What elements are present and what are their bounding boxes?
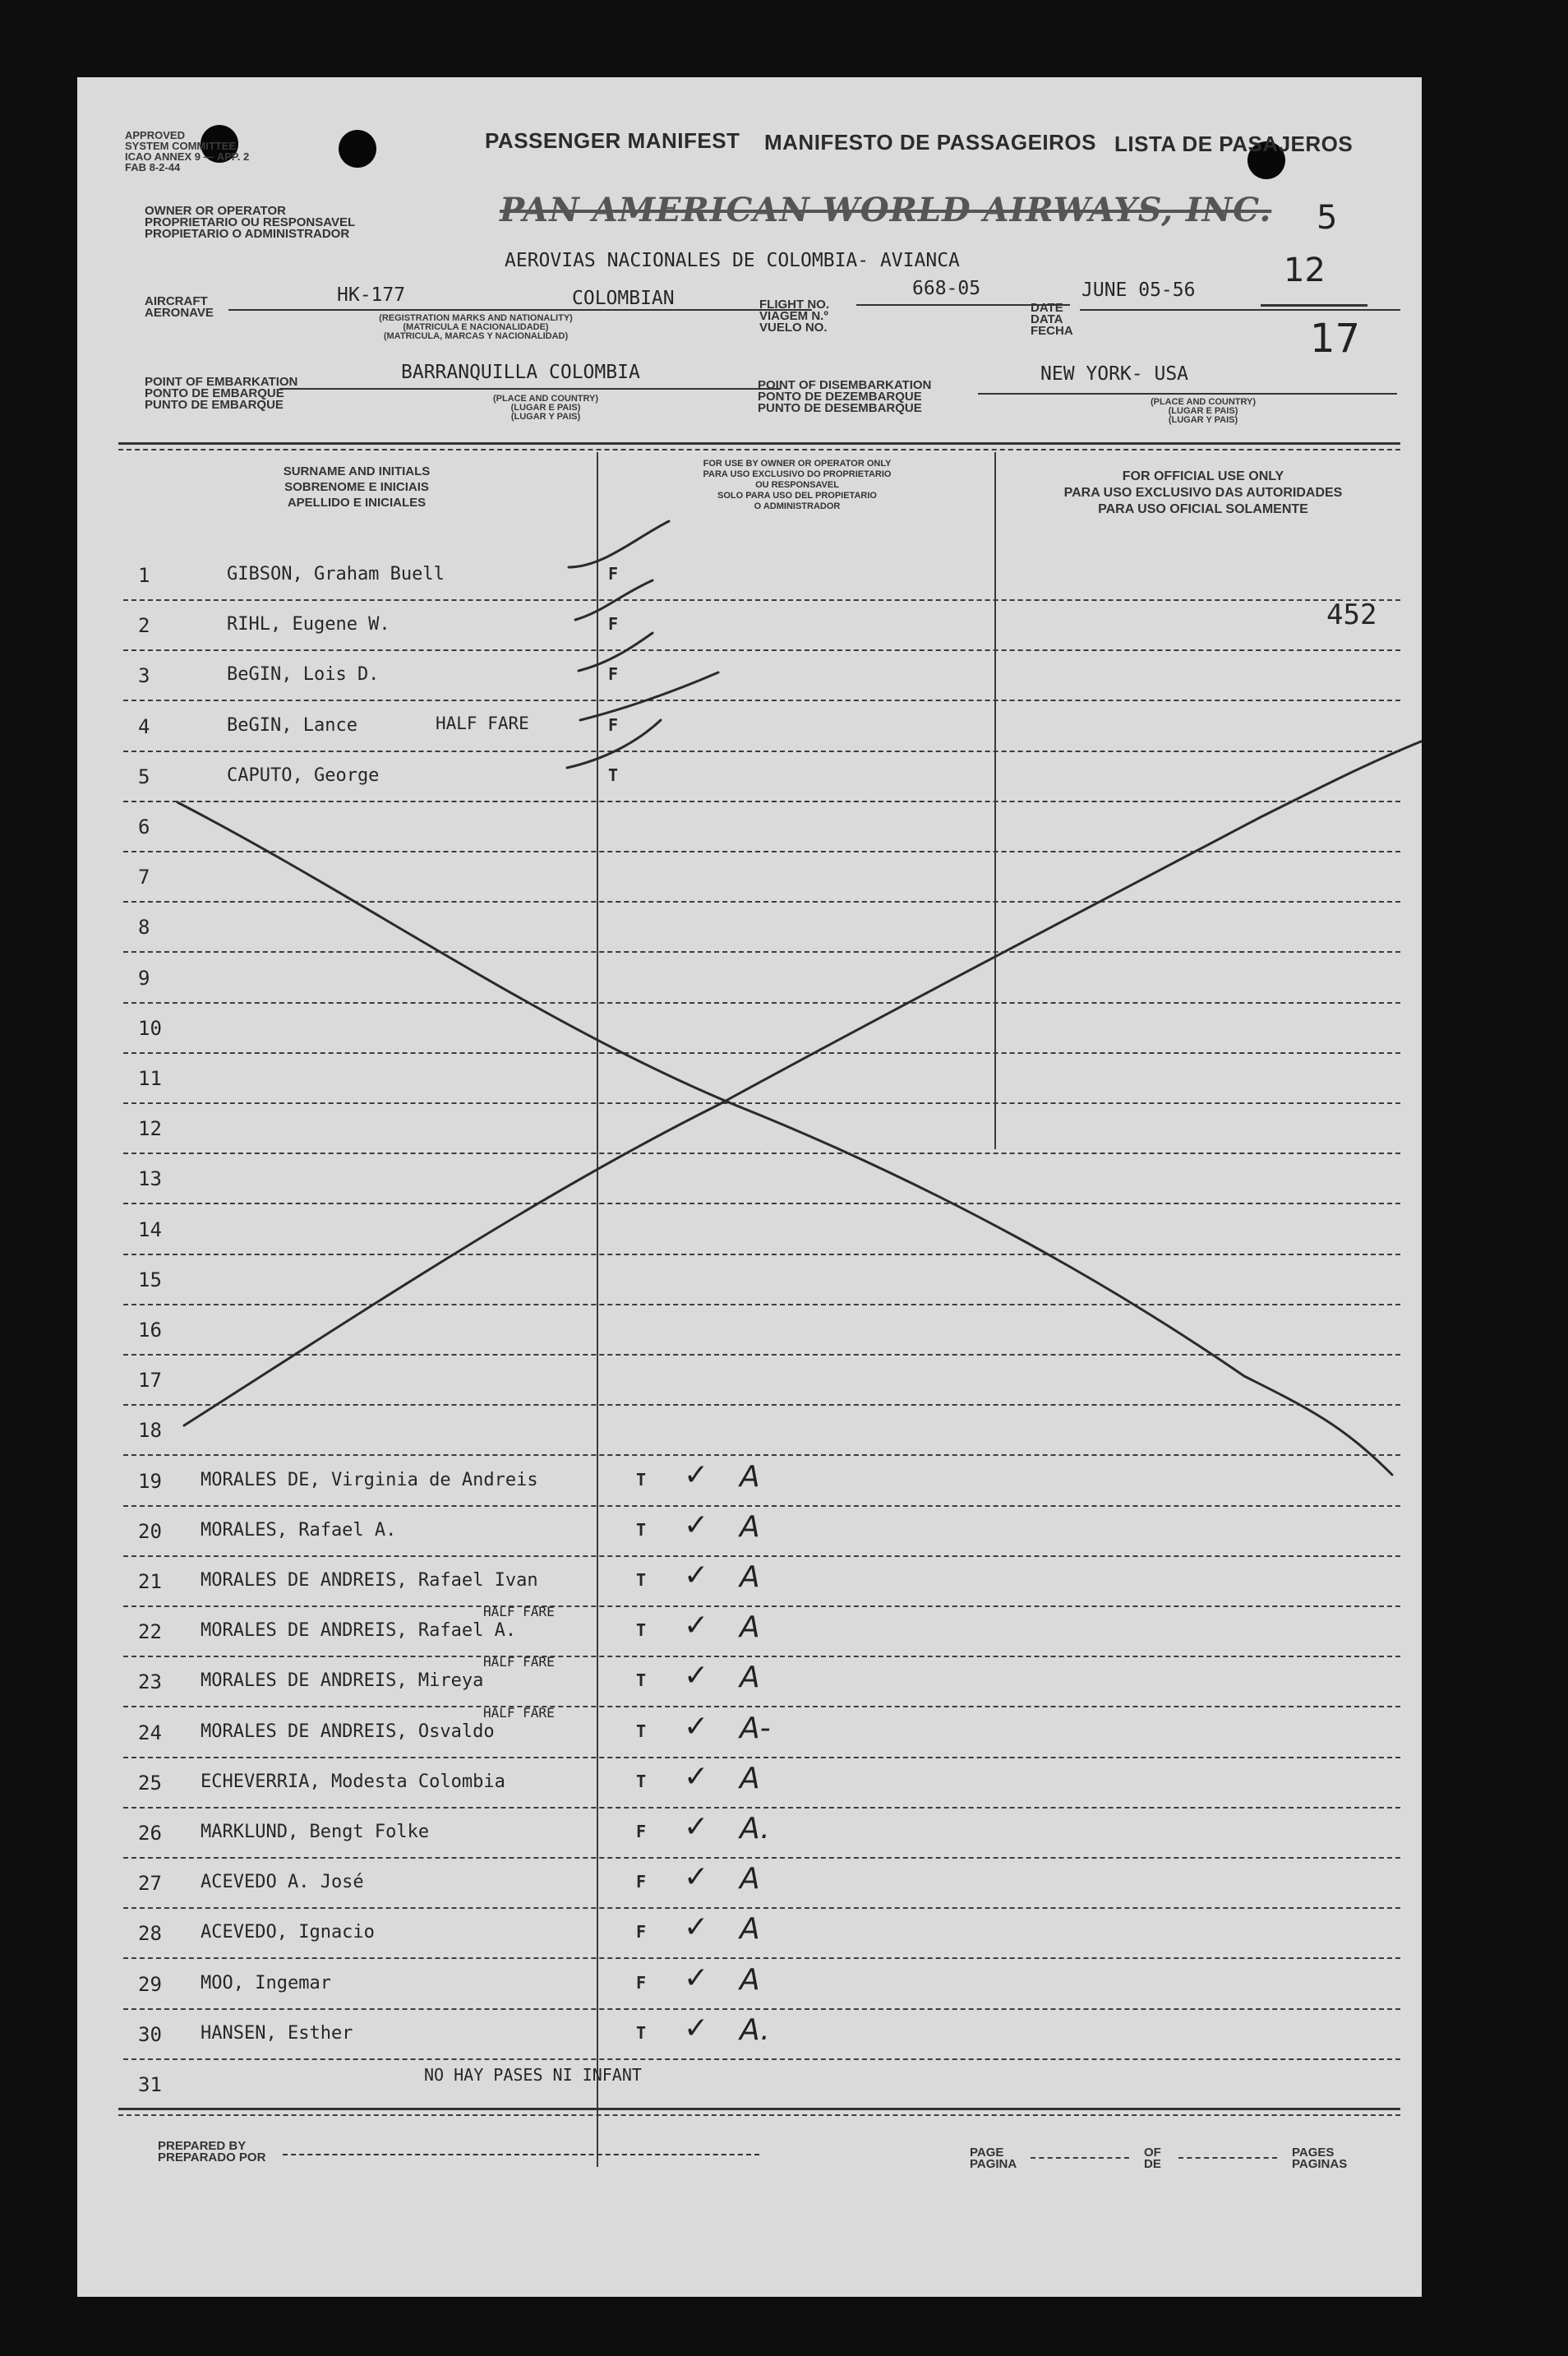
row-number: 8 xyxy=(138,916,150,939)
row-number: 9 xyxy=(138,967,150,990)
col-header-line: APELLIDO E INICIALES xyxy=(287,496,427,510)
passenger-name: RIHL, Eugene W. xyxy=(227,614,390,635)
fare-code: F xyxy=(636,1872,647,1892)
flight-label-line: VIAGEM N.º xyxy=(759,309,828,323)
passenger-name: MOO, Ingemar xyxy=(201,1973,331,1993)
embark-label-line: POINT OF EMBARKATION xyxy=(145,375,298,389)
registration-caption-line: (REGISTRATION MARKS AND NATIONALITY) xyxy=(379,313,573,323)
row-number: 15 xyxy=(138,1268,162,1291)
passenger-name: MARKLUND, Bengt Folke xyxy=(201,1822,430,1842)
check-mark: ✓ xyxy=(684,1910,709,1944)
fare-code: F xyxy=(608,614,619,634)
row-number: 7 xyxy=(138,866,150,889)
place-caption-line: (LUGAR E PAIS) xyxy=(1168,406,1238,416)
row-number: 31 xyxy=(138,2073,162,2096)
passenger-name: BeGIN, Lois D. xyxy=(227,664,380,685)
check-mark: ✓ xyxy=(684,1810,709,1844)
row-number: 2 xyxy=(138,614,150,637)
col-header-line: SURNAME AND INITIALS xyxy=(283,464,431,478)
col-header-line: SOBRENOME E INICIAIS xyxy=(284,480,429,494)
row-number: 29 xyxy=(138,1973,162,1996)
row-number: 14 xyxy=(138,1218,162,1241)
of-label-line: DE xyxy=(1144,2157,1161,2171)
embark-label-line: PONTO DE EMBARQUE xyxy=(145,386,284,400)
row-number: 4 xyxy=(138,715,150,738)
registration-caption-line: (MATRICULA, MARCAS Y NACIONALIDAD) xyxy=(383,331,569,341)
row-number: 1 xyxy=(138,564,150,587)
row-number: 10 xyxy=(138,1017,162,1040)
registration-caption-line: (MATRICULA E NACIONALIDADE) xyxy=(403,322,549,332)
handwritten-mark: A xyxy=(740,1510,760,1544)
check-mark: ✓ xyxy=(684,1710,709,1744)
title-english: PASSENGER MANIFEST xyxy=(485,128,740,153)
fare-code: F xyxy=(636,1973,647,1993)
fare-code: T xyxy=(636,1470,647,1490)
footer-note: NO HAY PASES NI INFANT xyxy=(424,2065,642,2085)
owner-typed-name: AEROVIAS NACIONALES DE COLOMBIA- AVIANCA xyxy=(505,250,960,271)
passenger-name: MORALES DE ANDREIS, Rafael Ivan xyxy=(201,1570,538,1591)
col-header-line: FOR OFFICIAL USE ONLY xyxy=(1122,469,1284,483)
owner-label-line: OWNER OR OPERATOR xyxy=(145,204,286,218)
place-caption-line: (PLACE AND COUNTRY) xyxy=(492,394,599,404)
embark-label-line: PUNTO DE EMBARQUE xyxy=(145,398,284,412)
prepared-label-line: PREPARADO POR xyxy=(158,2150,266,2164)
corner-mark: 12 xyxy=(1284,252,1326,289)
row-number: 22 xyxy=(138,1620,162,1643)
flight-date: JUNE 05-56 xyxy=(1081,279,1196,301)
row-number: 11 xyxy=(138,1067,162,1090)
row-number: 12 xyxy=(138,1117,162,1140)
handwritten-mark: A xyxy=(740,1762,760,1795)
row-number: 17 xyxy=(138,1369,162,1392)
handwritten-mark: A- xyxy=(740,1712,771,1745)
row-number: 3 xyxy=(138,664,150,687)
flight-label-line: FLIGHT NO. xyxy=(759,298,829,312)
passenger-name: GIBSON, Graham Buell xyxy=(227,564,445,584)
prepared-label-line: PREPARED BY xyxy=(158,2139,247,2153)
owner-check-stroke xyxy=(580,672,718,720)
passenger-name: MORALES, Rafael A. xyxy=(201,1520,397,1541)
fare-code: T xyxy=(608,765,619,785)
owner-check-stroke xyxy=(567,720,661,768)
owner-label-line: PROPIETARIO O ADMINISTRADOR xyxy=(145,227,350,241)
check-mark: ✓ xyxy=(684,1860,709,1894)
place-caption-line: (LUGAR Y PAIS) xyxy=(510,412,581,422)
fare-code: T xyxy=(636,1670,647,1690)
approval-line: FAB 8-2-44 xyxy=(125,161,181,173)
fare-note: HALF FARE xyxy=(483,1705,555,1721)
handwritten-mark: A. xyxy=(740,1812,770,1846)
flight-label-line: VUELO NO. xyxy=(759,321,828,335)
page-label-line: PAGINA xyxy=(970,2157,1017,2171)
handwriting-overlay xyxy=(77,77,1422,2297)
fare-code: F xyxy=(608,564,619,584)
fare-code: F xyxy=(636,1922,647,1942)
handwritten-mark: A xyxy=(740,1963,760,1997)
handwritten-mark: A xyxy=(740,1912,760,1946)
row-number: 6 xyxy=(138,815,150,838)
disembark-label-line: PONTO DE DEZEMBARQUE xyxy=(758,390,922,404)
row-number: 25 xyxy=(138,1772,162,1795)
handwritten-mark: A xyxy=(740,1610,760,1644)
fare-code: F xyxy=(636,1822,647,1841)
handwritten-mark: A xyxy=(740,1560,760,1594)
row-number: 13 xyxy=(138,1167,162,1190)
date-label-line: FECHA xyxy=(1031,324,1073,338)
passenger-name: ACEVEDO A. José xyxy=(201,1872,364,1892)
place-caption-line: (LUGAR Y PAIS) xyxy=(1168,415,1238,425)
check-mark: ✓ xyxy=(684,1609,709,1642)
manifest-sheet xyxy=(77,77,1422,2297)
check-mark: ✓ xyxy=(684,1458,709,1492)
check-mark: ✓ xyxy=(684,1508,709,1542)
corner-mark: 5 xyxy=(1317,199,1338,237)
approval-line: SYSTEM COMMITTEE xyxy=(125,140,237,152)
fare-code: T xyxy=(636,2023,647,2043)
passenger-name: MORALES DE ANDREIS, Rafael A. xyxy=(201,1620,517,1641)
handwritten-mark: A xyxy=(740,1862,760,1896)
row-number: 21 xyxy=(138,1570,162,1593)
fare-code: T xyxy=(636,1570,647,1590)
row-number: 16 xyxy=(138,1319,162,1342)
aircraft-nationality: COLOMBIAN xyxy=(572,288,675,309)
approval-line: ICAO ANNEX 9 — APP. 2 xyxy=(125,150,250,163)
passenger-name: MORALES DE, Virginia de Andreis xyxy=(201,1470,538,1490)
passenger-name: BeGIN, Lance xyxy=(227,715,357,736)
owner-printed-name: PAN AMERICAN WORLD AIRWAYS, INC. xyxy=(500,191,1272,229)
disembark-value: NEW YORK- USA xyxy=(1040,363,1189,385)
fare-note: HALF FARE xyxy=(483,1604,555,1619)
row-number: 18 xyxy=(138,1419,162,1442)
page-label-line: PAGE xyxy=(970,2146,1004,2160)
passenger-name: MORALES DE ANDREIS, Osvaldo xyxy=(201,1721,495,1742)
col-header-line: FOR USE BY OWNER OR OPERATOR ONLY xyxy=(703,459,892,469)
row-number: 19 xyxy=(138,1470,162,1493)
fare-code: T xyxy=(636,1620,647,1640)
check-mark: ✓ xyxy=(684,1760,709,1794)
handwritten-mark: A. xyxy=(740,2013,770,2047)
fare-code: T xyxy=(636,1772,647,1791)
disembark-label-line: POINT OF DISEMBARKATION xyxy=(758,378,932,392)
row-number: 26 xyxy=(138,1822,162,1845)
fare-code: F xyxy=(608,715,619,735)
passenger-name: HANSEN, Esther xyxy=(201,2023,353,2044)
embark-value: BARRANQUILLA COLOMBIA xyxy=(401,362,640,383)
row-number: 23 xyxy=(138,1670,162,1693)
date-label-line: DATE xyxy=(1031,301,1063,315)
cross-out-line-b xyxy=(184,740,1422,1425)
disembark-label-line: PUNTO DE DESEMBARQUE xyxy=(758,401,922,415)
owner-check-stroke xyxy=(575,580,653,620)
approval-line: APPROVED xyxy=(125,129,185,141)
col-header-line: PARA USO OFICIAL SOLAMENTE xyxy=(1098,502,1308,516)
fare-code: F xyxy=(608,664,619,684)
fare-code: T xyxy=(636,1520,647,1540)
check-mark: ✓ xyxy=(684,1559,709,1592)
pages-label-line: PAGES xyxy=(1292,2146,1335,2160)
row-number: 20 xyxy=(138,1520,162,1543)
fare-note: HALF FARE xyxy=(436,714,529,733)
col-header-line: SOLO PARA USO DEL PROPIETARIO xyxy=(717,491,877,501)
col-header-line: OU RESPONSAVEL xyxy=(755,480,839,490)
passenger-name: CAPUTO, George xyxy=(227,765,380,786)
fare-note: HALF FARE xyxy=(483,1654,555,1670)
aircraft-registration: HK-177 xyxy=(337,284,406,306)
aircraft-label-line: AERONAVE xyxy=(145,306,214,320)
of-label-line: OF xyxy=(1144,2146,1161,2160)
handwritten-mark: A xyxy=(740,1460,760,1494)
col-header-line: O ADMINISTRADOR xyxy=(754,501,841,511)
owner-label-line: PROPRIETARIO OU RESPONSAVEL xyxy=(145,215,356,229)
flight-number: 668-05 xyxy=(912,278,981,299)
passenger-name: ACEVEDO, Ignacio xyxy=(201,1922,375,1943)
owner-check-stroke xyxy=(579,633,653,671)
pages-label-line: PAGINAS xyxy=(1292,2157,1348,2171)
row-number: 28 xyxy=(138,1922,162,1945)
place-caption-line: (LUGAR E PAIS) xyxy=(510,403,581,413)
handwritten-mark: A xyxy=(740,1661,760,1694)
passenger-name: ECHEVERRIA, Modesta Colombia xyxy=(201,1772,505,1792)
cross-out-line-a xyxy=(178,802,1392,1475)
owner-check-stroke xyxy=(569,521,669,567)
aircraft-label-line: AIRCRAFT xyxy=(145,294,208,308)
check-mark: ✓ xyxy=(684,1961,709,1995)
passenger-name: MORALES DE ANDREIS, Mireya xyxy=(201,1670,484,1691)
official-margin-note: 452 xyxy=(1326,598,1377,631)
col-header-line: PARA USO EXCLUSIVO DO PROPRIETARIO xyxy=(703,469,892,479)
col-header-line: PARA USO EXCLUSIVO DAS AUTORIDADES xyxy=(1063,486,1343,500)
fare-code: T xyxy=(636,1721,647,1741)
row-number: 30 xyxy=(138,2023,162,2046)
row-number: 24 xyxy=(138,1721,162,1744)
title-portuguese: MANIFESTO DE PASSAGEIROS xyxy=(764,130,1096,155)
date-label-line: DATA xyxy=(1031,312,1063,326)
check-mark: ✓ xyxy=(684,1659,709,1693)
check-mark: ✓ xyxy=(684,2012,709,2045)
row-number: 27 xyxy=(138,1872,162,1895)
place-caption-line: (PLACE AND COUNTRY) xyxy=(1150,397,1257,407)
row-number: 5 xyxy=(138,765,150,788)
title-spanish: LISTA DE PASAJEROS xyxy=(1114,132,1354,156)
corner-mark: 17 xyxy=(1310,316,1361,362)
